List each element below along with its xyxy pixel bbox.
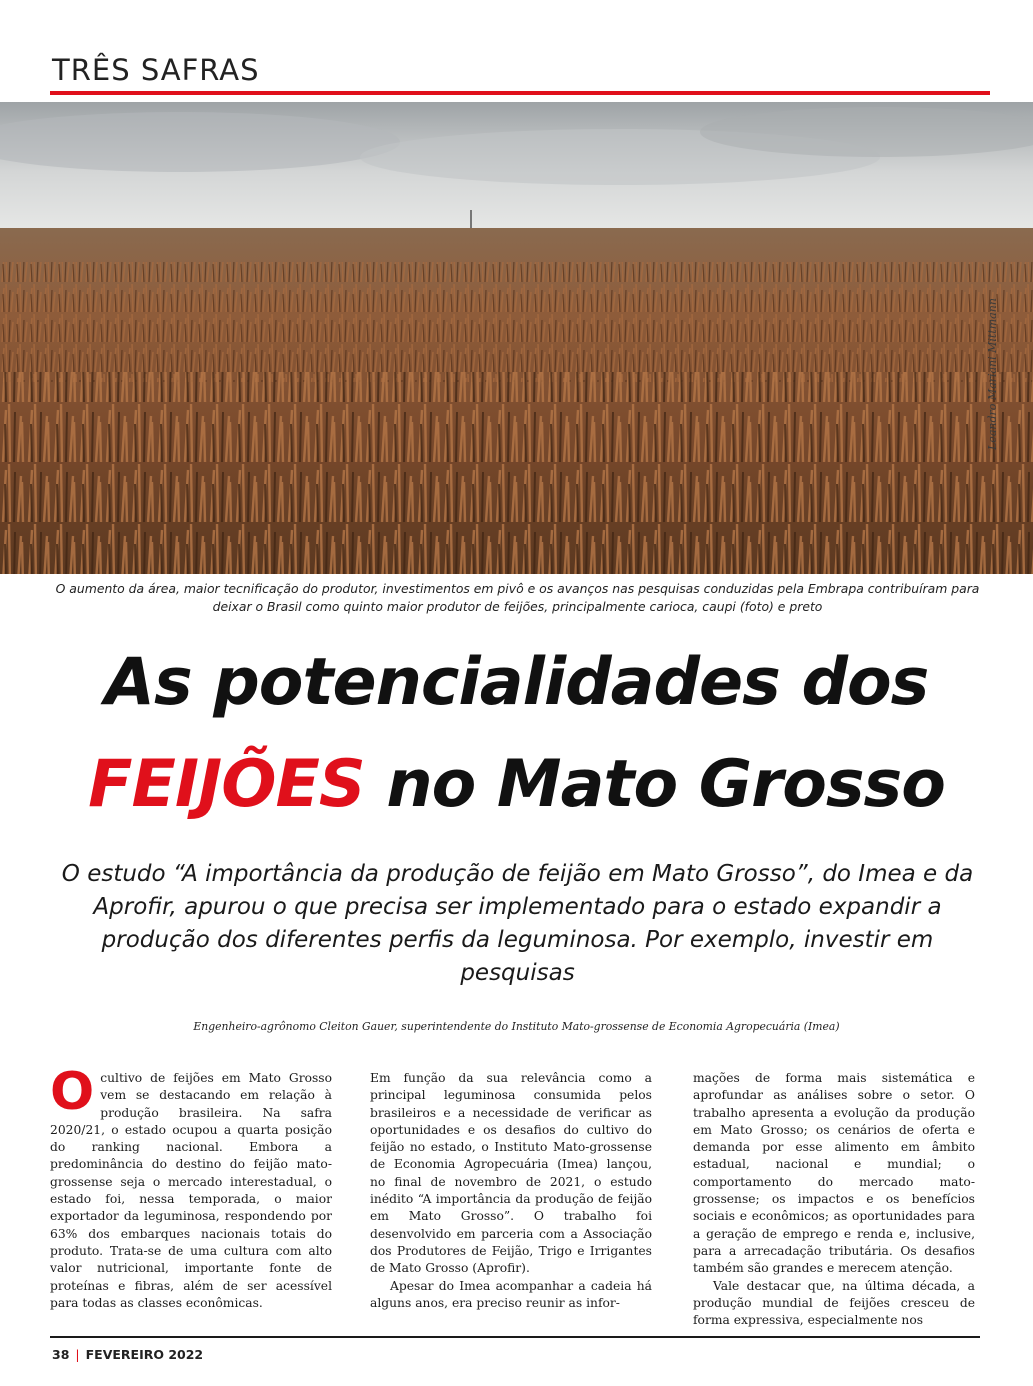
- page-number: 38: [52, 1347, 70, 1362]
- drop-cap: O: [50, 1062, 95, 1122]
- issue-date: FEVEREIRO 2022: [85, 1347, 204, 1362]
- photo-credit-text: Leandro Mariani Mittmann: [986, 298, 999, 450]
- page-footer: [52, 1347, 203, 1362]
- footer-rule: [50, 1336, 980, 1338]
- headline-rest: no Mato Grosso: [364, 747, 945, 822]
- body-column-1: [50, 1062, 332, 1312]
- section-title: TRÊS SAFRAS: [52, 53, 260, 87]
- body-paragraph: Em função da sua relevância como a principal leguminosa consumida pelos brasileiros e a necessidade de verificar as oportunidades e os desafios do cultivo do feijão no estado, o Instituto Mato-grossense de Economia Agropecuária (Imea) lançou, no final de novembro de 2021, o estudo inédito “A importância da produção de feijão em Mato Grosso”. O trabalho foi desenvolvido em parceria com a Associação dos Produtores de Feijão, Trigo e Irrigantes de Mato Grosso (Aprofir).: [370, 1071, 652, 1276]
- article-deck: O estudo “A importância da produção de feijão em Mato Grosso”, do Imea e da Aprofir, apurou o que precisa ser implementado para o estado expandir a produção dos diferentes perfis da leguminosa. Por exemplo, investir em pesquisas: [61, 861, 974, 986]
- field-photo: [0, 102, 1033, 574]
- body-paragraph: Vale destacar que, na última década, a produção mundial de feijões cresceu de forma expressiva, especialmente nos: [693, 1278, 975, 1328]
- body-column-3: [693, 1070, 975, 1329]
- headline-line-2: [0, 747, 1033, 822]
- section-rule: [50, 91, 990, 95]
- photo-credit: [980, 290, 1000, 450]
- photo-caption: O aumento da área, maior tecnificação do produtor, investimentos em pivô e os avanços nas pesquisas conduzidas pela Embrapa contribuíram para deixar o Brasil como quinto maior produtor de feijões, principalmente carioca, caupi (foto) e preto: [55, 581, 980, 614]
- body-column-2: [370, 1070, 652, 1312]
- footer-separator: |: [75, 1347, 80, 1362]
- headline-highlight: FEIJÕES: [88, 747, 365, 822]
- body-paragraph: mações de forma mais sistemática e aprofundar as análises sobre o setor. O trabalho apresenta a evolução da produção em Mato Grosso; os cenários de oferta e demanda por esse alimento em âmbito estadual, nacional e mundial; o comportamento do mercado mato-grossense; os impactos e os benefícios sociais e econômicos; as oportunidades para a geração de emprego e renda e, inclusive, para a arrecadação tributária. Os desafios também são grandes e merecem atenção.: [693, 1071, 975, 1276]
- body-paragraph: Apesar do Imea acompanhar a cadeia há alguns anos, era preciso reunir as infor-: [370, 1278, 652, 1310]
- byline: Engenheiro-agrônomo Cleiton Gauer, superintendente do Instituto Mato-grossense de Economia Agropecuária (Imea): [193, 1020, 840, 1033]
- headline-line-1: As potencialidades dos: [104, 645, 929, 720]
- body-paragraph: cultivo de feijões em Mato Grosso vem se destacando em relação à produção brasileira. Na safra 2020/21, o estado ocupou a quarta posição do ranking nacional. Embora a predominância do destino do feijão mato-grossense seja o mercado interestadual, o estado foi, nessa temporada, o maior exportador da leguminosa, respondendo por 63% dos embarques nacionais totais do produto. Trata-se de uma cultura com alto valor nutricional, importante fonte de proteínas e fibras, além de ser acessível para todas as classes econômicas.: [50, 1071, 332, 1310]
